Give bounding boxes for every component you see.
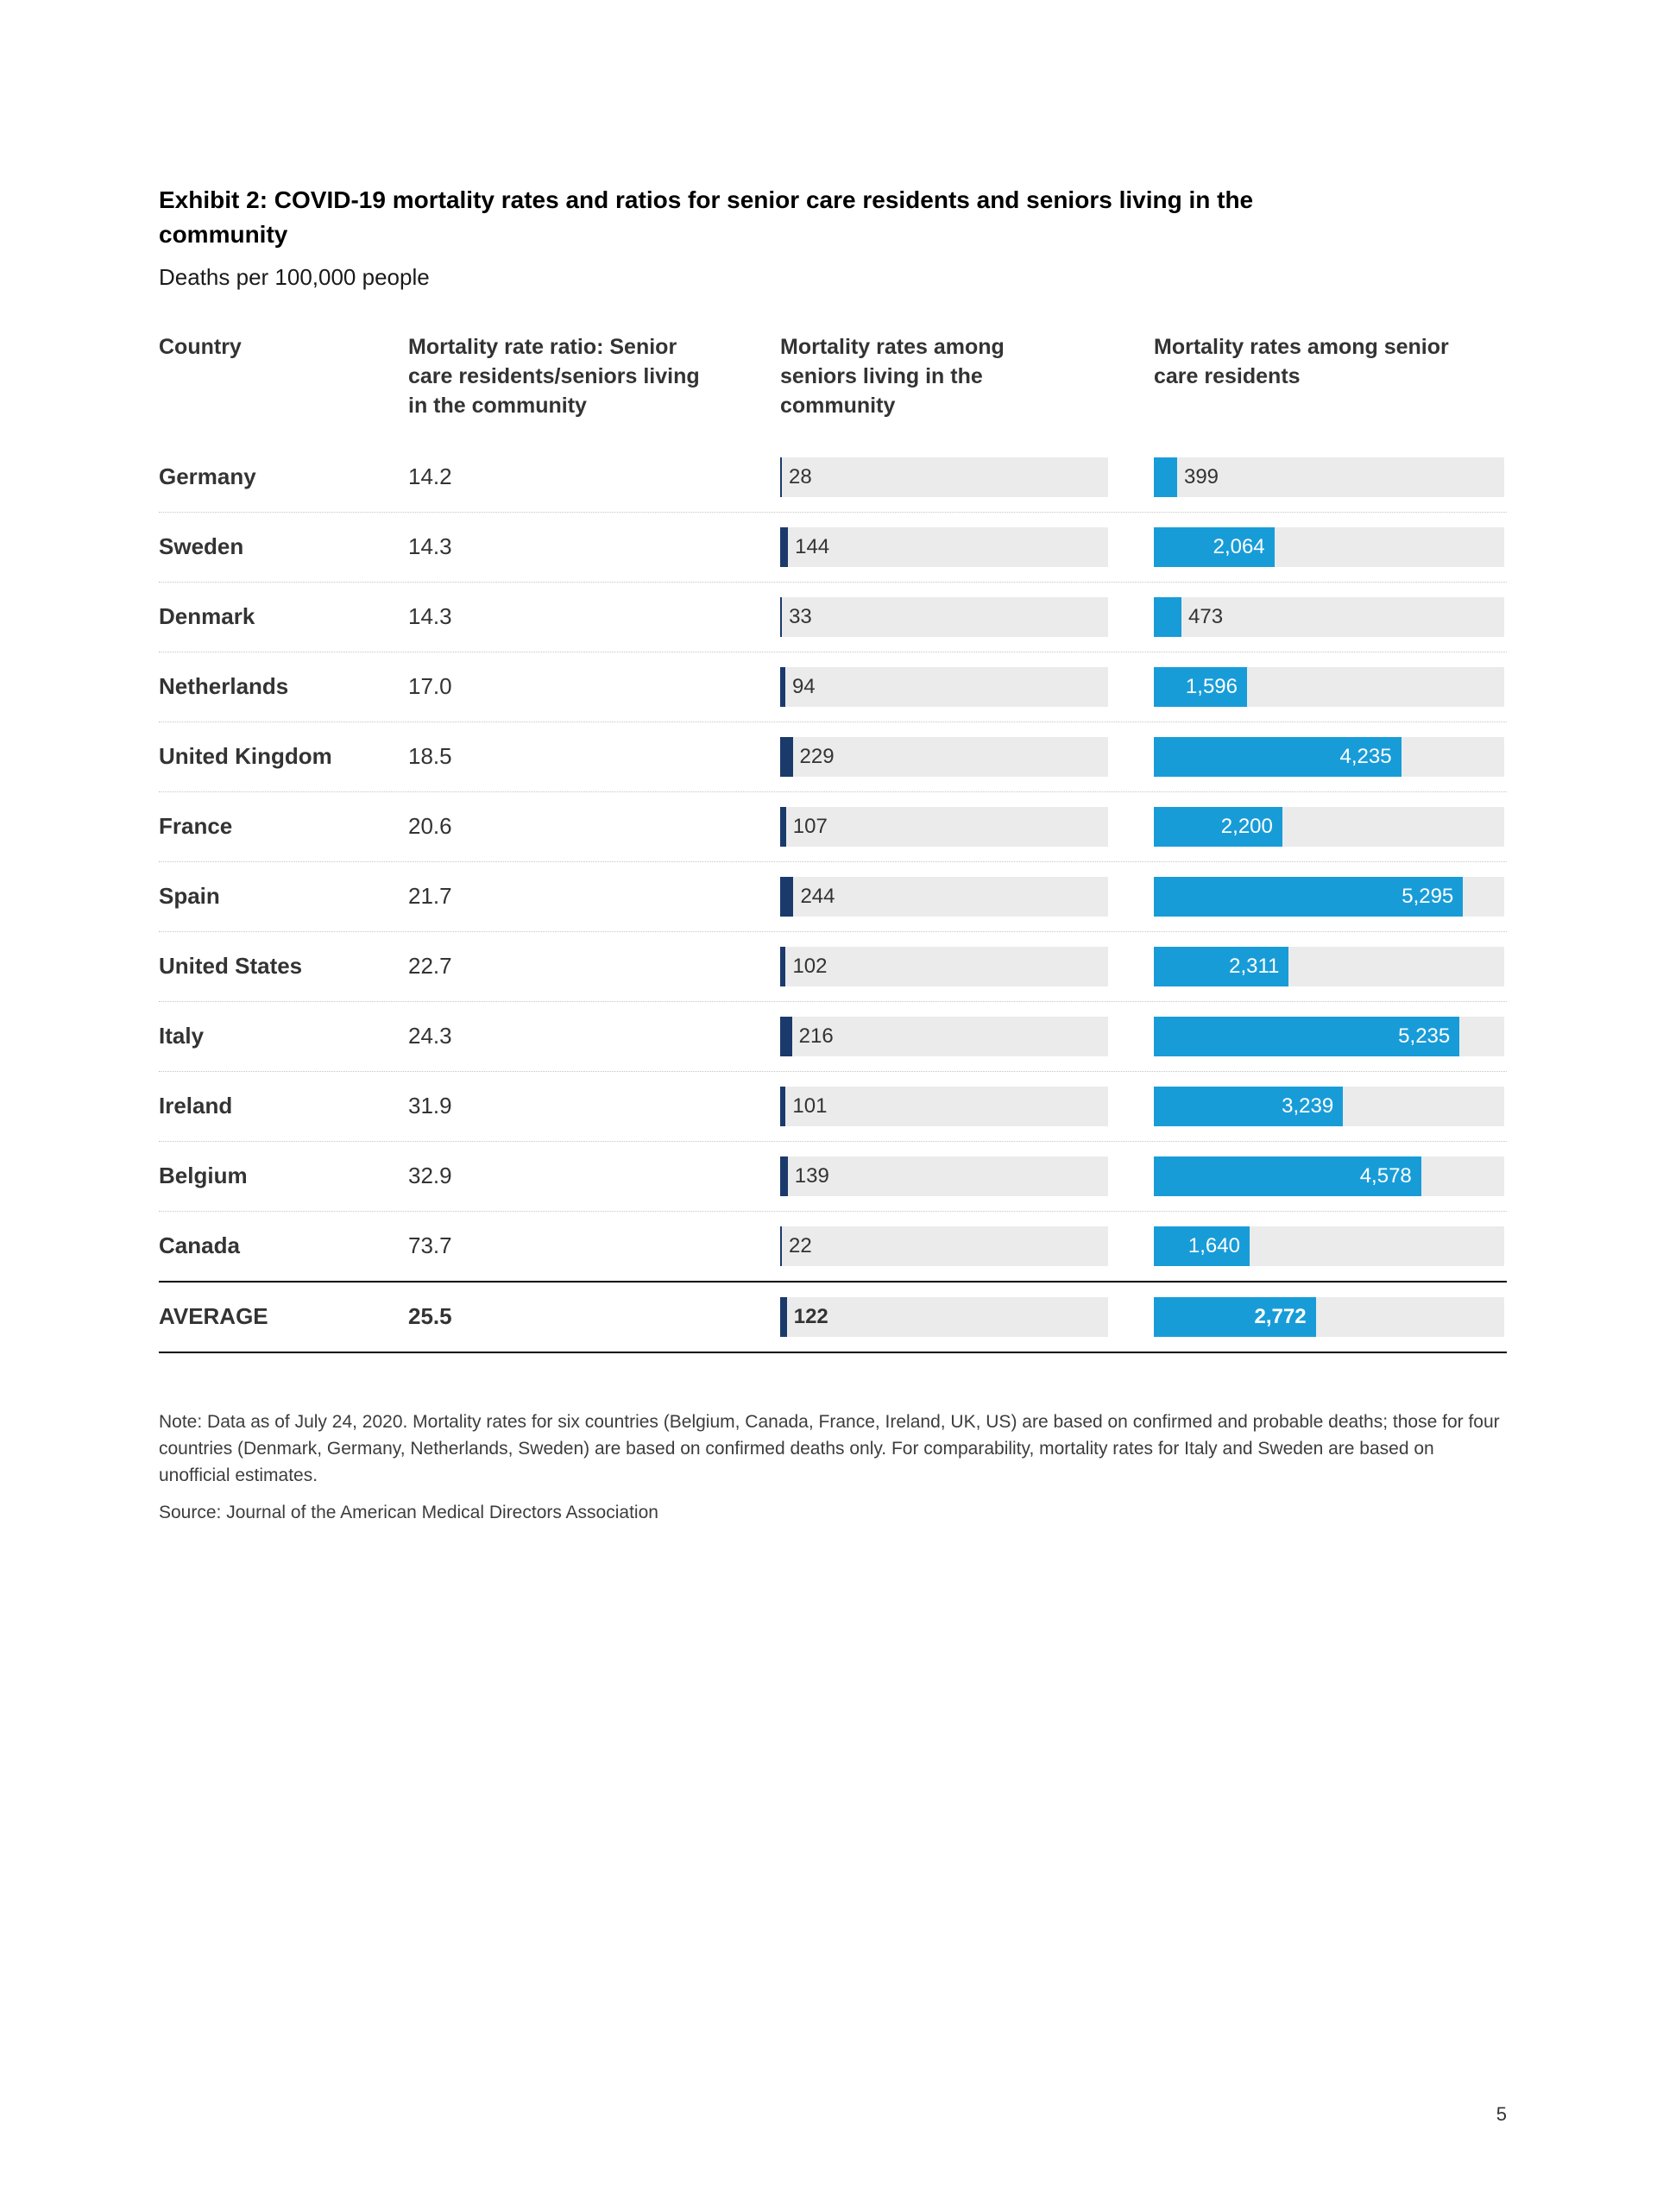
- senior-care-bar: [1154, 1087, 1343, 1126]
- community-bar-cell: [780, 807, 1154, 847]
- senior-care-bar-track: [1154, 1017, 1504, 1056]
- country-label: France: [159, 813, 233, 839]
- footnote: Note: Data as of July 24, 2020. Mortality rates for six countries (Belgium, Canada, France, Ireland, UK, US) are based on confirmed and probable deaths; those for four countries (Denmark, Germany, Netherlands, Sweden) are based on confirmed deaths only. For comparability, mortality rates for Italy and Sweden are based on unofficial estimates.: [159, 1411, 1500, 1485]
- community-bar-cell: [780, 877, 1154, 917]
- country-label: Sweden: [159, 533, 244, 559]
- exhibit-content: [159, 183, 1507, 1523]
- senior-care-bar-track: [1154, 1087, 1504, 1126]
- column-header-ratio: Mortality rate ratio: Senior care residents/seniors living in the community: [408, 334, 700, 418]
- senior-care-bar-track: [1154, 807, 1504, 847]
- community-bar-value: 28: [789, 464, 812, 488]
- table-row: [159, 862, 1507, 932]
- community-bar: [780, 1017, 792, 1056]
- table-row: [159, 1282, 1507, 1353]
- senior-care-bar-value-inside: 4,578: [1359, 1163, 1412, 1188]
- community-bar: [780, 807, 786, 847]
- country-label: Ireland: [159, 1093, 233, 1119]
- senior-care-bar-track: [1154, 737, 1504, 777]
- community-bar-value: 139: [794, 1163, 829, 1188]
- community-bar: [780, 1297, 787, 1337]
- senior-care-bar-value-outside: 399: [1183, 464, 1219, 488]
- community-bar-value: 122: [793, 1304, 828, 1328]
- community-bar-track: [780, 1087, 1108, 1126]
- country-label: United States: [159, 953, 303, 979]
- senior-care-bar-value-inside: 2,064: [1213, 534, 1265, 558]
- ratio-value: 24.3: [408, 1023, 452, 1049]
- senior-care-bar: [1154, 737, 1402, 777]
- country-label: Denmark: [159, 603, 255, 629]
- senior-care-bar-track: [1154, 1297, 1504, 1337]
- ratio-value: 73.7: [408, 1232, 452, 1258]
- community-bar-cell: [780, 1226, 1154, 1266]
- senior-care-bar: [1154, 877, 1463, 917]
- community-bar-track: [780, 877, 1108, 917]
- page-number: 5: [1496, 2103, 1507, 2125]
- community-bar: [780, 1087, 785, 1126]
- senior-care-bar: [1154, 1156, 1421, 1196]
- community-bar-cell: [780, 1297, 1154, 1337]
- senior-care-bar-cell: [1154, 667, 1507, 707]
- senior-care-bar: [1154, 457, 1177, 497]
- exhibit-title: Exhibit 2: COVID-19 mortality rates and ratios for senior care residents and seniors living in the community: [159, 186, 1254, 248]
- senior-care-bar: [1154, 807, 1282, 847]
- community-bar-value: 22: [789, 1233, 812, 1257]
- community-bar: [780, 947, 785, 986]
- community-bar-track: [780, 807, 1108, 847]
- community-bar-value: 94: [791, 674, 816, 698]
- table-row: [159, 1212, 1507, 1282]
- senior-care-bar-cell: [1154, 597, 1507, 637]
- senior-care-bar-value-inside: 5,235: [1398, 1024, 1451, 1048]
- country-label: Spain: [159, 883, 220, 909]
- country-label: Germany: [159, 463, 256, 489]
- senior-care-bar-cell: [1154, 877, 1507, 917]
- ratio-value: 14.3: [408, 533, 452, 559]
- community-bar-value: 101: [792, 1093, 828, 1118]
- table-row: [159, 1072, 1507, 1142]
- senior-care-bar-track: [1154, 947, 1504, 986]
- senior-care-bar-cell: [1154, 1156, 1507, 1196]
- senior-care-bar-track: [1154, 667, 1504, 707]
- country-label: Belgium: [159, 1163, 248, 1188]
- community-bar-track: [780, 1017, 1108, 1056]
- senior-care-bar-cell: [1154, 527, 1507, 567]
- ratio-value: 18.5: [408, 743, 452, 769]
- community-bar-value: 107: [792, 814, 828, 838]
- senior-care-bar: [1154, 527, 1275, 567]
- community-bar-track: [780, 1226, 1108, 1266]
- table-row: [159, 583, 1507, 652]
- senior-care-bar-value-inside: 4,235: [1339, 744, 1392, 768]
- senior-care-bar-track: [1154, 1226, 1504, 1266]
- table-header: [159, 332, 1507, 420]
- country-label: United Kingdom: [159, 743, 332, 769]
- community-bar: [780, 737, 793, 777]
- senior-care-bar-value-outside: 473: [1188, 604, 1224, 628]
- community-bar: [780, 457, 782, 497]
- senior-care-bar-track: [1154, 457, 1504, 497]
- community-bar: [780, 1156, 788, 1196]
- community-bar-track: [780, 457, 1108, 497]
- country-label: Netherlands: [159, 673, 289, 699]
- table-row: [159, 932, 1507, 1002]
- table-row: [159, 513, 1507, 583]
- source-line: Source: Journal of the American Medical Directors Association: [159, 1502, 658, 1522]
- table-row: [159, 443, 1507, 513]
- ratio-value: 32.9: [408, 1163, 452, 1188]
- table-row: [159, 652, 1507, 722]
- column-header-community: Mortality rates among seniors living in the community: [780, 334, 1005, 418]
- senior-care-bar-value-inside: 5,295: [1402, 884, 1454, 908]
- community-bar-cell: [780, 527, 1154, 567]
- community-bar-cell: [780, 597, 1154, 637]
- community-bar-cell: [780, 457, 1154, 497]
- ratio-value: 31.9: [408, 1093, 452, 1119]
- community-bar-value: 144: [795, 534, 830, 558]
- senior-care-bar-value-inside: 1,640: [1187, 1233, 1240, 1257]
- community-bar-track: [780, 597, 1108, 637]
- senior-care-bar-cell: [1154, 807, 1507, 847]
- senior-care-bar-value-inside: 1,596: [1185, 674, 1238, 698]
- senior-care-bar: [1154, 1017, 1459, 1056]
- country-label: Canada: [159, 1232, 240, 1258]
- senior-care-bar-track: [1154, 597, 1504, 637]
- senior-care-bar-value-inside: 3,239: [1282, 1093, 1334, 1118]
- community-bar: [780, 527, 788, 567]
- community-bar-track: [780, 667, 1108, 707]
- table-row: [159, 722, 1507, 792]
- senior-care-bar-track: [1154, 1156, 1504, 1196]
- community-bar: [780, 667, 785, 707]
- community-bar-cell: [780, 1017, 1154, 1056]
- senior-care-bar: [1154, 1297, 1316, 1337]
- ratio-value: 22.7: [408, 953, 452, 979]
- community-bar-value: 229: [799, 744, 835, 768]
- ratio-value: 25.5: [408, 1303, 452, 1329]
- community-bar: [780, 877, 793, 917]
- senior-care-bar-cell: [1154, 1087, 1507, 1126]
- community-bar: [780, 1226, 782, 1266]
- senior-care-bar-cell: [1154, 737, 1507, 777]
- senior-care-bar-track: [1154, 527, 1504, 567]
- senior-care-bar-value-inside: 2,772: [1254, 1304, 1307, 1328]
- table-row: [159, 1002, 1507, 1072]
- senior-care-bar: [1154, 947, 1288, 986]
- community-bar: [780, 597, 782, 637]
- senior-care-bar-cell: [1154, 1017, 1507, 1056]
- ratio-value: 14.3: [408, 603, 452, 629]
- community-bar-track: [780, 1297, 1108, 1337]
- ratio-value: 14.2: [408, 463, 452, 489]
- country-label: AVERAGE: [159, 1303, 268, 1329]
- ratio-value: 17.0: [408, 673, 452, 699]
- community-bar-track: [780, 737, 1108, 777]
- community-bar-track: [780, 947, 1108, 986]
- senior-care-bar: [1154, 597, 1181, 637]
- senior-care-bar-track: [1154, 877, 1504, 917]
- table-row: [159, 1142, 1507, 1212]
- senior-care-bar-cell: [1154, 947, 1507, 986]
- table-row: [159, 792, 1507, 862]
- column-header-country: Country: [159, 334, 242, 359]
- community-bar-value: 102: [792, 954, 828, 978]
- community-bar-value: 244: [800, 884, 835, 908]
- community-bar-value: 216: [798, 1024, 834, 1048]
- chart-table-body: [159, 443, 1507, 1353]
- ratio-value: 20.6: [408, 813, 452, 839]
- community-bar-track: [780, 1156, 1108, 1196]
- senior-care-bar-value-inside: 2,311: [1229, 954, 1280, 978]
- senior-care-bar: [1154, 1226, 1250, 1266]
- senior-care-bar-value-inside: 2,200: [1220, 814, 1273, 838]
- community-bar-cell: [780, 1087, 1154, 1126]
- senior-care-bar: [1154, 667, 1247, 707]
- column-header-senior-care: Mortality rates among senior care residents: [1154, 334, 1449, 388]
- community-bar-cell: [780, 737, 1154, 777]
- community-bar-cell: [780, 947, 1154, 986]
- ratio-value: 21.7: [408, 883, 452, 909]
- country-label: Italy: [159, 1023, 205, 1049]
- community-bar-value: 33: [789, 604, 812, 628]
- community-bar-cell: [780, 667, 1154, 707]
- senior-care-bar-cell: [1154, 1297, 1507, 1337]
- senior-care-bar-cell: [1154, 1226, 1507, 1266]
- community-bar-cell: [780, 1156, 1154, 1196]
- senior-care-bar-cell: [1154, 457, 1507, 497]
- exhibit-subtitle: Deaths per 100,000 people: [159, 263, 430, 290]
- community-bar-track: [780, 527, 1108, 567]
